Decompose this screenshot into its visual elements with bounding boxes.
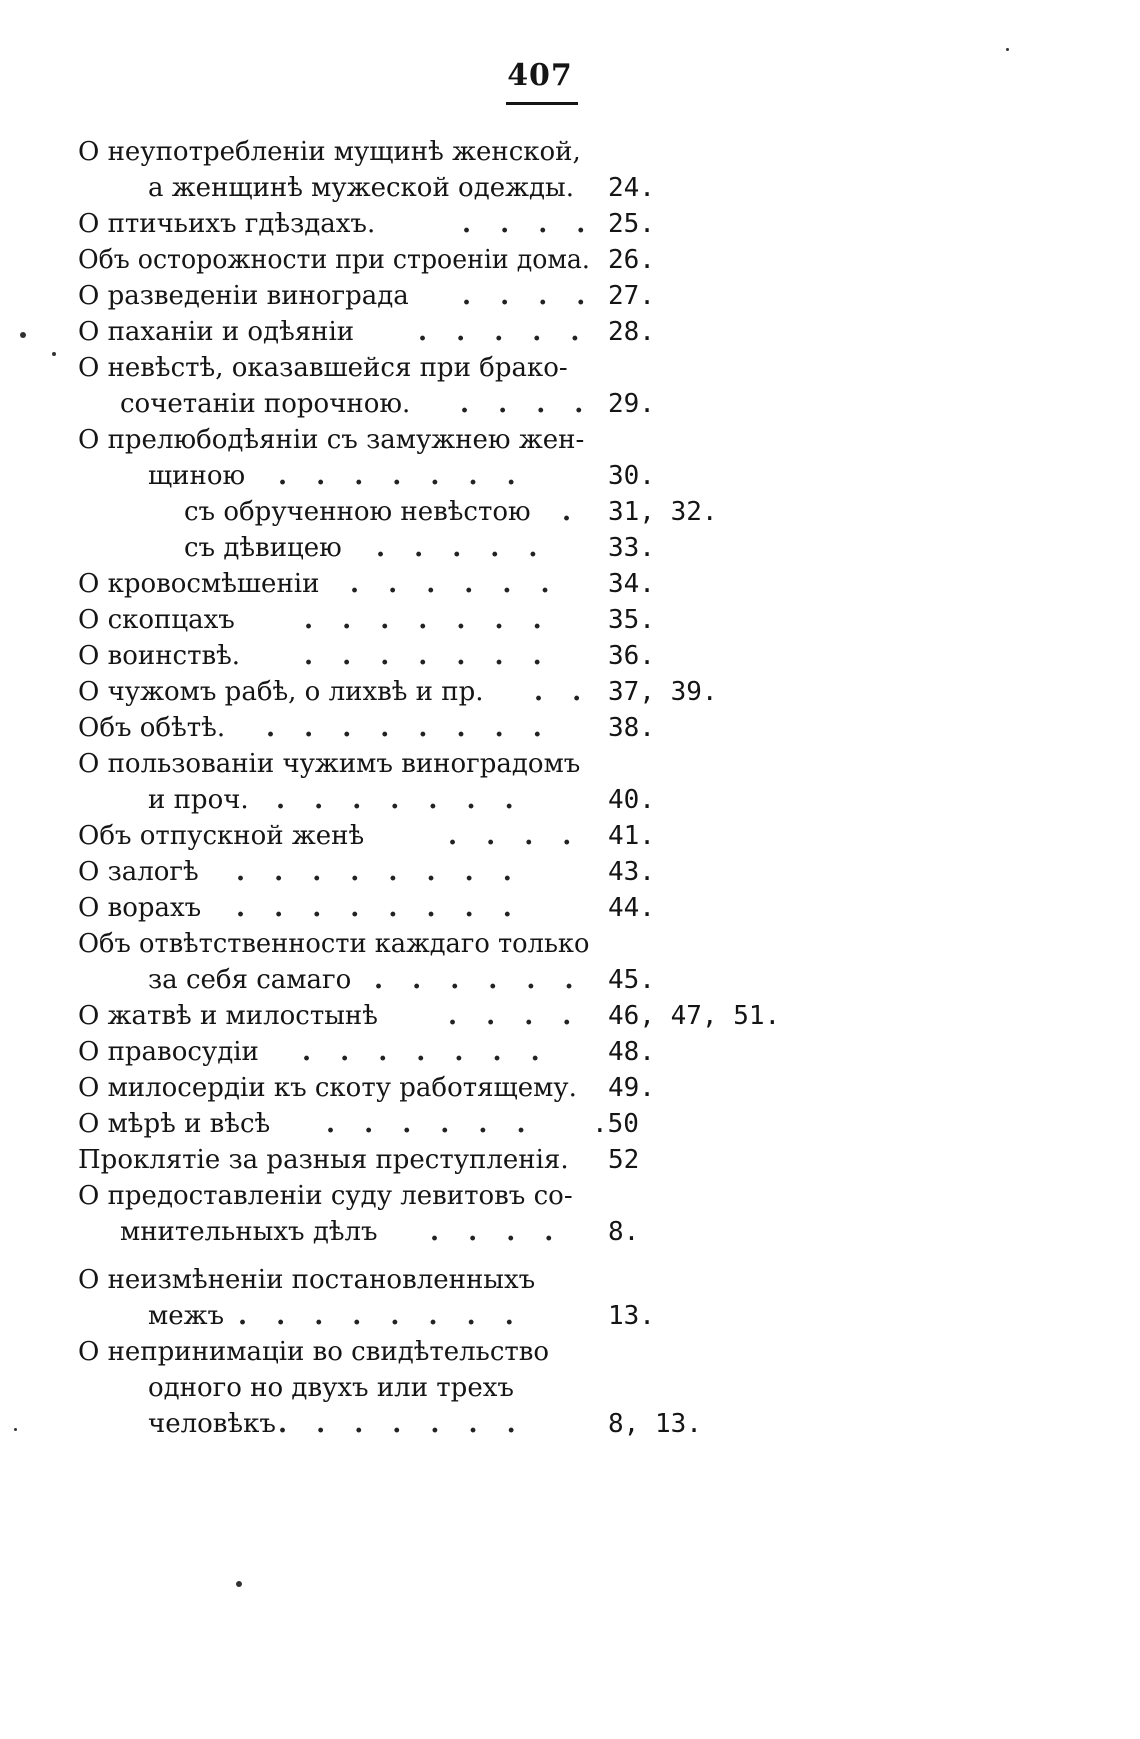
entry-text: человѣкъ — [148, 1409, 276, 1439]
entry-reference: 33. — [608, 533, 655, 563]
dot-leader: . . . . — [448, 1001, 582, 1031]
dot-leader: . . . . . . . — [304, 605, 552, 635]
dot-leader: . . . . . . — [350, 569, 560, 599]
dot-leader: . . . . — [462, 281, 596, 311]
entry-reference: 25. — [608, 209, 655, 239]
entry-text: О птичьихъ гдѣздахъ. — [78, 209, 376, 239]
entry-reference: 29. — [608, 389, 655, 419]
entry-text: О ворахъ — [78, 893, 202, 923]
entry-text: Объ отпускной женѣ — [78, 821, 365, 851]
dot-leader: . . . . . — [376, 533, 548, 563]
entry-text: О скопцахъ — [78, 605, 235, 635]
dot-leader: . . . . . . . — [278, 461, 526, 491]
dot-leader: . . . . . . . — [278, 1409, 526, 1439]
entry-reference: 36. — [608, 641, 655, 671]
entry-reference: 28. — [608, 317, 655, 347]
dot-leader: . . . . — [460, 389, 594, 419]
entry-reference: 38. — [608, 713, 655, 743]
entry-text: О невѣстѣ, оказавшейся при брако- — [78, 353, 568, 383]
entry-text: О прелюбодѣяніи съ замужнею жен- — [78, 425, 585, 455]
entry-reference: 44. — [608, 893, 655, 923]
entry-text: за себя самаго — [148, 965, 352, 995]
entry-reference: 30. — [608, 461, 655, 491]
dot-leader: . — [562, 497, 582, 527]
page-number: 407 — [507, 58, 573, 93]
dot-leader: . . — [534, 677, 592, 707]
entry-text: О правосудіи — [78, 1037, 259, 1067]
entry-reference: 48. — [608, 1037, 655, 1067]
entry-text: О разведеніи винограда — [78, 281, 409, 311]
dot-leader: . . . . . — [418, 317, 590, 347]
dot-leader: . . . . . . . . — [238, 1301, 524, 1331]
dot-leader: . . . . . . . — [276, 785, 524, 815]
entry-text: О пользованіи чужимъ виноградомъ — [78, 749, 581, 779]
dot-leader: . . . . — [448, 821, 582, 851]
entry-reference: 40. — [608, 785, 655, 815]
entry-text: Проклятіе за разныя преступленія. — [78, 1145, 569, 1175]
entry-text: О предоставленіи суду левитовъ со- — [78, 1181, 573, 1211]
dot-leader: . . . . . . — [374, 965, 584, 995]
entry-reference: 34. — [608, 569, 655, 599]
entry-text: О непринимаціи во свидѣтельство — [78, 1337, 550, 1367]
dot-leader: . . . . . . — [326, 1109, 536, 1139]
entry-reference: 52 — [608, 1145, 640, 1175]
entry-text: О чужомъ рабѣ, о лихвѣ и пр. — [78, 677, 484, 707]
entry-text: О паханіи и одѣяніи — [78, 317, 355, 347]
entry-reference: 41. — [608, 821, 655, 851]
entry-text: межъ — [148, 1301, 225, 1331]
entry-reference: 49. — [608, 1073, 655, 1103]
scan-speck — [236, 1581, 242, 1587]
entry-text: сочетаніи порочною. — [120, 389, 411, 419]
entry-text: О воинствѣ. — [78, 641, 241, 671]
dot-leader: . . . . — [462, 209, 596, 239]
entry-text: одного но двухъ или трехъ — [148, 1373, 514, 1403]
entry-reference: 31, 32. — [608, 497, 718, 527]
entry-text: Объ обѣтѣ. — [78, 713, 226, 743]
entry-text: Объ осторожности при строеніи дома. — [78, 245, 590, 275]
entry-text: съ дѣвицею — [184, 533, 342, 563]
dot-leader: . . . . — [430, 1217, 564, 1247]
scan-speck — [20, 332, 26, 338]
entry-reference: 37, 39. — [608, 677, 718, 707]
entry-text: и проч. — [148, 785, 249, 815]
dot-leader: . . . . . . . . — [236, 857, 522, 887]
entry-reference: 13. — [608, 1301, 655, 1331]
entry-text: а женщинѣ мужеской одежды. — [148, 173, 574, 203]
entry-reference: 24. — [608, 173, 655, 203]
entry-text: О жатвѣ и милостынѣ — [78, 1001, 378, 1031]
entry-text: Объ отвѣтственности каждаго только — [78, 929, 590, 959]
scan-speck — [1006, 48, 1009, 51]
entry-reference: 26. — [608, 245, 655, 275]
entry-reference: 46, 47, 51. — [608, 1001, 781, 1031]
entry-reference: 27. — [608, 281, 655, 311]
scan-speck — [52, 352, 56, 356]
entry-reference: 45. — [608, 965, 655, 995]
entry-text: О кровосмѣшеніи — [78, 569, 320, 599]
entry-text: О милосердіи къ скоту работящему. — [78, 1073, 577, 1103]
entry-reference: 35. — [608, 605, 655, 635]
entry-text: съ обрученною невѣстою — [184, 497, 531, 527]
entry-text: щиною — [148, 461, 246, 491]
entry-text: О залогѣ — [78, 857, 199, 887]
entry-reference: 8, 13. — [608, 1409, 702, 1439]
entry-text: О неизмѣненіи постановленныхъ — [78, 1265, 536, 1295]
dot-leader: . . . . . . . — [302, 1037, 550, 1067]
dot-leader: . . . . . . . . — [266, 713, 552, 743]
entry-reference: 43. — [608, 857, 655, 887]
entry-text: О мѣрѣ и вѣсѣ — [78, 1109, 271, 1139]
dot-leader: . . . . . . . . — [236, 893, 522, 923]
entry-text: О неупотребленіи мущинѣ женской, — [78, 137, 581, 167]
entry-text: мнительныхъ дѣлъ — [120, 1217, 378, 1247]
entry-reference: .50 — [592, 1109, 639, 1139]
scan-speck — [14, 1428, 17, 1431]
dot-leader: . . . . . . . — [304, 641, 552, 671]
entry-reference: 8. — [608, 1217, 640, 1247]
